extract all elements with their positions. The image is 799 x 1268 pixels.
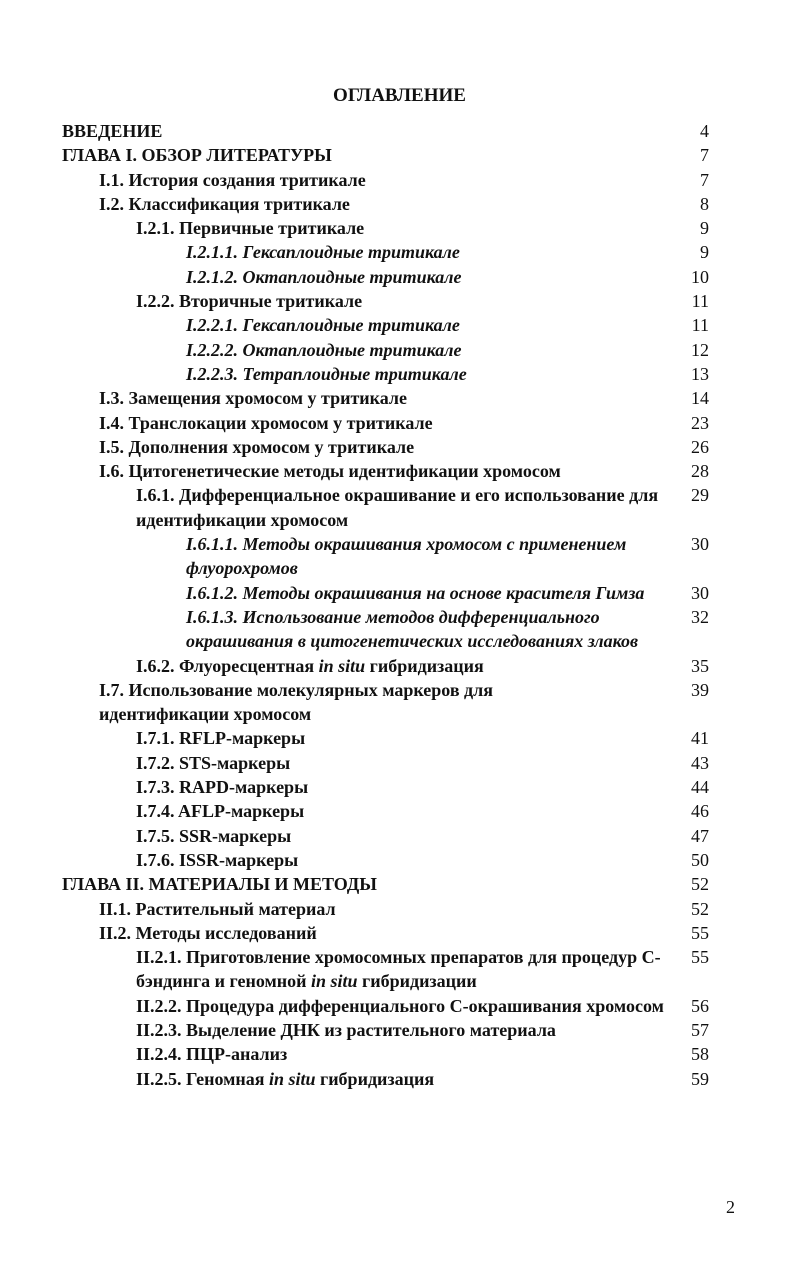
toc-entry-text: II.2.3. Выделение ДНК из растительного материала — [136, 1019, 556, 1040]
toc-entry-text-italic: in situ — [268, 1068, 316, 1089]
toc-entry-page: 50 — [691, 849, 709, 870]
toc-entry-text-post: гибридизация — [369, 655, 484, 676]
toc-entry-text: I.2.2.2. Октаплоидные тритикале — [186, 339, 462, 360]
toc-entry-page: 11 — [691, 315, 709, 336]
toc-entry-page: 41 — [691, 728, 709, 749]
toc-entry — [0, 848, 799, 872]
toc-entry-page: 10 — [691, 266, 709, 287]
toc-entry-text: ВВЕДЕНИЕ — [62, 121, 163, 141]
toc-entry-page: 7 — [700, 169, 709, 190]
page-title: ОГЛАВЛЕНИЕ — [333, 85, 466, 106]
toc-entry-page: 28 — [691, 461, 709, 482]
toc-entry-text: II.2.2. Процедура дифференциального С-окрашивания хромосом — [136, 995, 664, 1016]
toc-entry-text-pre: I.6.2. Флуоресцентная — [136, 655, 315, 676]
toc-entry — [0, 1042, 799, 1066]
toc-entry-page: 52 — [691, 898, 709, 919]
toc-entry — [0, 726, 799, 750]
toc-entry-text: II.2. Методы исследований — [99, 922, 317, 943]
toc-entry — [0, 605, 799, 654]
toc-entry-page: 57 — [691, 1019, 709, 1040]
toc-entry-page: 7 — [700, 145, 709, 166]
toc-entry-page: 11 — [691, 291, 709, 312]
toc-entry — [0, 459, 799, 483]
toc-entry-page: 55 — [691, 947, 709, 968]
toc-entry — [0, 654, 799, 678]
toc-entry-text: I.6.1.1. Методы окрашивания хромосом с применением флуорохромов — [186, 534, 627, 579]
toc-entry-text: I.7.2. STS-маркеры — [136, 752, 291, 773]
toc-entry-text: I.4. Транслокации хромосом у тритикале — [99, 412, 433, 433]
toc-entry-text: I.2.2.3. Тетраплоидные тритикале — [186, 363, 467, 384]
toc-entry-text — [136, 945, 681, 994]
toc-entry-text — [136, 1067, 684, 1091]
toc-entry-text: I.7.1. RFLP-маркеры — [136, 728, 306, 749]
toc-entry-text: I.7.4. AFLP-маркеры — [136, 801, 305, 822]
toc-entry-text-post: гибридизации — [362, 971, 477, 992]
toc-entry — [0, 775, 799, 799]
toc-entry — [0, 921, 799, 945]
toc-entry-text-pre: II.2.5. Геномная — [136, 1068, 265, 1089]
toc-entry-text: ГЛАВА I. ОБЗОР ЛИТЕРАТУРЫ — [62, 145, 332, 166]
toc-entry-page: 30 — [691, 534, 709, 555]
toc-entry-text-pre: II.2.1. Приготовление хромосомных препаратов для процедур С-бэндинга и геномной — [136, 947, 661, 992]
toc-entry — [0, 313, 799, 337]
toc-entry-text: I.7. Использование молекулярных маркеров для идентификации хромосом — [99, 679, 493, 725]
toc-entry — [0, 751, 799, 775]
toc-entry-text-italic: in situ — [311, 971, 358, 992]
toc-entry-page: 46 — [691, 801, 709, 822]
toc-entry-text: I.6.1.3. Использование методов дифференциального окрашивания в цитогенетических исследованиях злаков — [186, 606, 639, 652]
page-number: 2 — [726, 1197, 735, 1217]
toc-entry-text: II.1. Растительный материал — [99, 898, 336, 919]
toc-entry-page: 32 — [691, 606, 709, 627]
toc-entry-page: 39 — [691, 679, 709, 700]
toc-entry — [0, 1067, 799, 1091]
toc-entry-page: 14 — [691, 388, 709, 409]
toc-entry — [0, 143, 799, 167]
toc-entry — [0, 265, 799, 289]
toc-entry-text: I.2.1.1. Гексаплоидные тритикале — [186, 242, 460, 263]
toc-entry-text: ГЛАВА II. МАТЕРИАЛЫ И МЕТОДЫ — [62, 874, 377, 895]
toc-entry-text-italic: in situ — [318, 655, 366, 676]
toc-entry — [0, 824, 799, 848]
toc-entry-page: 9 — [700, 242, 709, 263]
toc-entry-text: I.1. История создания тритикале — [99, 169, 366, 190]
toc-entry-text: II.2.4. ПЦР-анализ — [136, 1044, 288, 1065]
toc-entry-page: 58 — [691, 1044, 709, 1065]
toc-entry — [0, 240, 799, 264]
toc-entry — [0, 799, 799, 823]
toc-entry-page: 55 — [691, 922, 709, 943]
toc-entry-text: I.2.2. Вторичные тритикале — [136, 291, 363, 312]
toc-entry — [0, 362, 799, 386]
toc-entry-page: 29 — [691, 485, 709, 506]
table-of-contents — [0, 119, 799, 1091]
toc-entry — [0, 119, 799, 143]
toc-entry-page: 9 — [700, 218, 709, 239]
toc-entry-page: 4 — [700, 121, 709, 141]
toc-entry-text: I.7.5. SSR-маркеры — [136, 825, 292, 846]
toc-entry — [0, 945, 799, 994]
toc-entry — [0, 338, 799, 362]
toc-entry-page: 43 — [691, 752, 709, 773]
toc-entry — [0, 532, 799, 581]
toc-entry — [0, 435, 799, 459]
toc-entry — [0, 994, 799, 1018]
toc-entry-page: 8 — [700, 193, 709, 214]
toc-entry-page: 35 — [691, 655, 709, 676]
toc-entry — [0, 897, 799, 921]
toc-entry-text: I.3. Замещения хромосом у тритикале — [99, 388, 408, 409]
toc-entry-page: 30 — [691, 582, 709, 603]
toc-entry-page: 56 — [691, 995, 709, 1016]
toc-entry-text: I.7.3. RAPD-маркеры — [136, 777, 309, 798]
toc-entry-page: 47 — [691, 825, 709, 846]
toc-entry — [0, 872, 799, 896]
toc-entry-text: I.7.6. ISSR-маркеры — [136, 849, 299, 870]
toc-entry-text: I.6.1. Дифференциальное окрашивание и его использование для идентификации хромосом — [136, 485, 659, 530]
toc-entry — [0, 386, 799, 410]
toc-entry-text-post: гибридизация — [320, 1068, 435, 1089]
toc-entry-page: 59 — [691, 1068, 709, 1089]
toc-entry — [0, 168, 799, 192]
toc-entry-page: 52 — [691, 874, 709, 895]
toc-entry-page: 26 — [691, 436, 709, 457]
toc-entry-page: 12 — [691, 339, 709, 360]
toc-entry-text: I.6.1.2. Методы окрашивания на основе красителя Гимза — [186, 582, 645, 603]
toc-entry-text: I.5. Дополнения хромосом у тритикале — [99, 436, 415, 457]
toc-entry — [0, 678, 799, 727]
toc-entry-text — [136, 654, 684, 678]
toc-entry-page: 44 — [691, 777, 709, 798]
toc-entry — [0, 581, 799, 605]
toc-entry — [0, 216, 799, 240]
toc-entry-page: 13 — [691, 363, 709, 384]
toc-entry — [0, 483, 799, 532]
toc-entry — [0, 411, 799, 435]
toc-entry-text: I.6. Цитогенетические методы идентификации хромосом — [99, 461, 561, 482]
toc-entry-page: 23 — [691, 412, 709, 433]
toc-entry-text: I.2. Классификация тритикале — [99, 193, 350, 214]
toc-entry-text: I.2.1. Первичные тритикале — [136, 218, 365, 239]
toc-entry — [0, 192, 799, 216]
toc-entry-text: I.2.1.2. Октаплоидные тритикале — [186, 266, 462, 287]
toc-entry — [0, 1018, 799, 1042]
toc-entry — [0, 289, 799, 313]
toc-entry-text: I.2.2.1. Гексаплоидные тритикале — [186, 315, 460, 336]
